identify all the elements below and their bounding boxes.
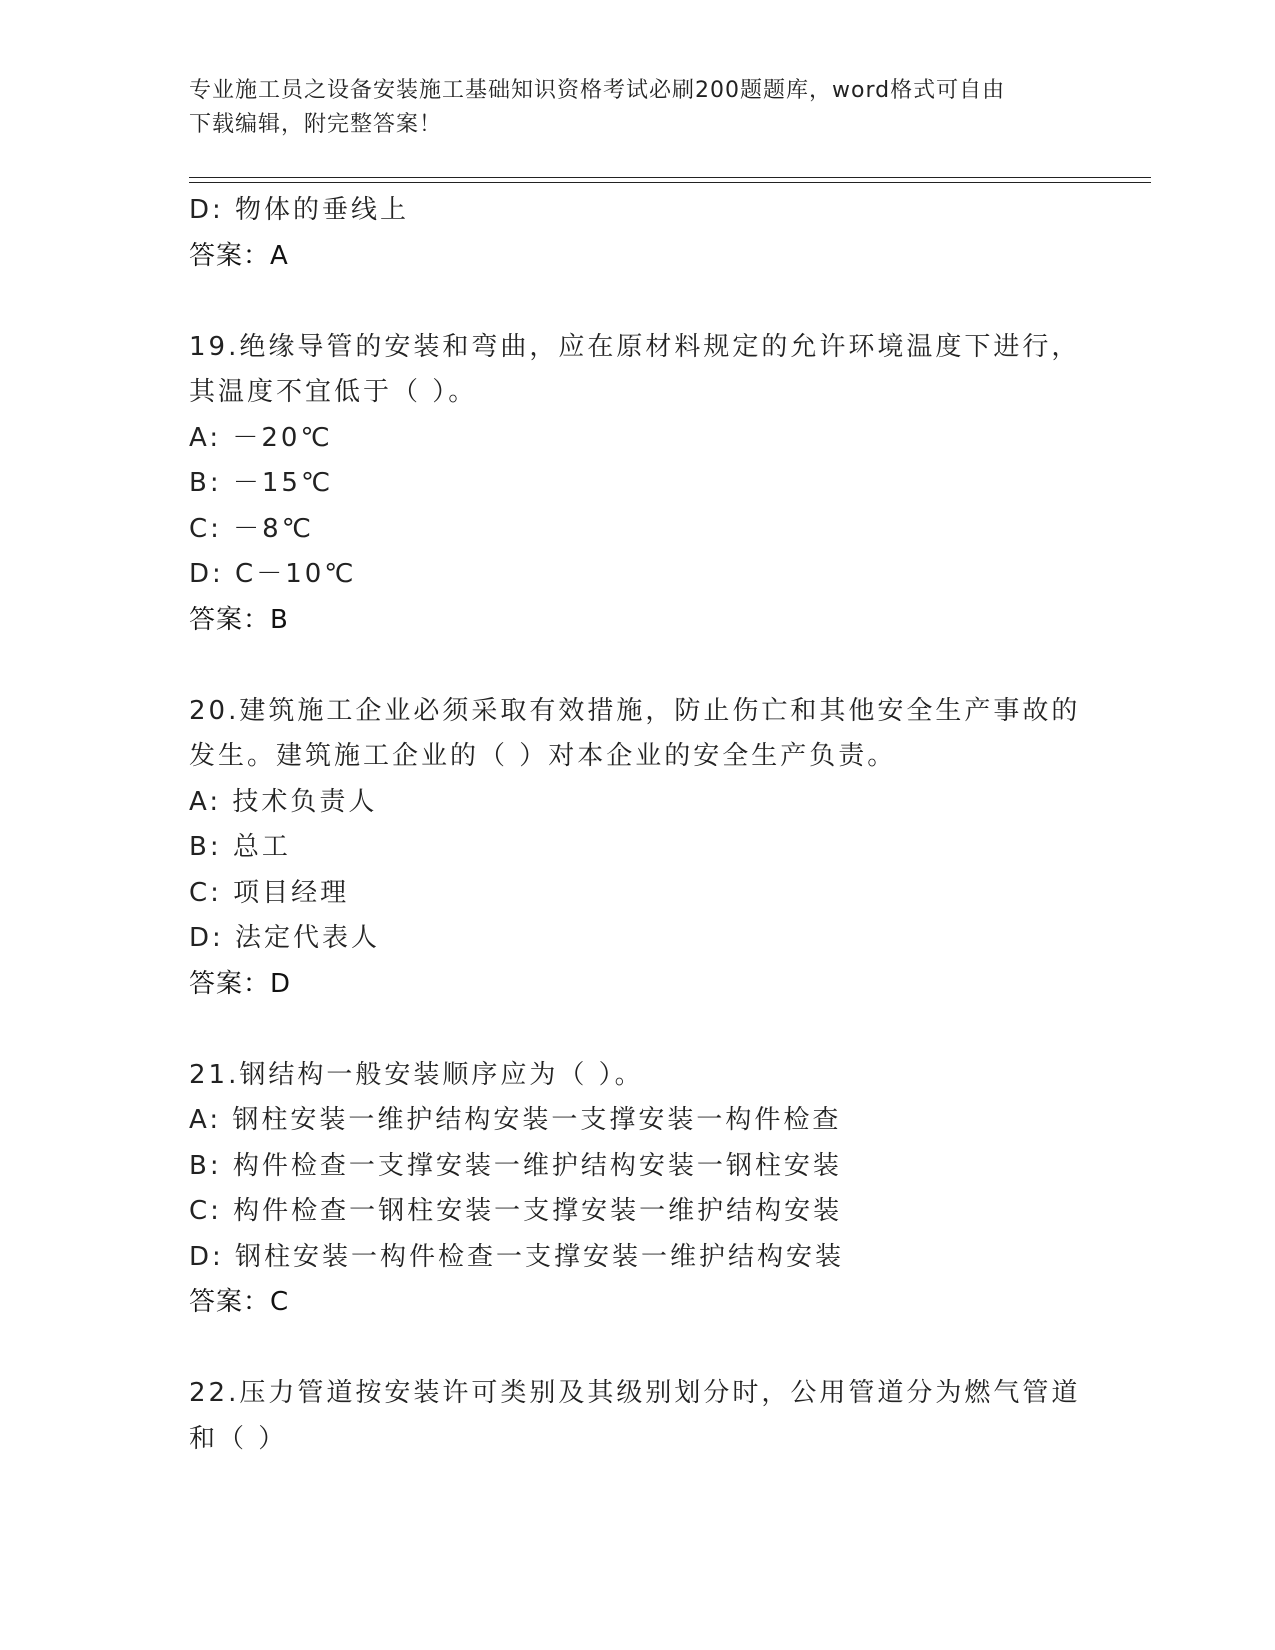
question-list (189, 188, 1089, 1462)
question-21-option-b: B: 构件检查一支撑安装一维护结构安装一钢柱安装 (189, 1150, 842, 1181)
question-20-option-d: D: 法定代表人 (189, 923, 381, 953)
spacer (189, 1326, 1089, 1372)
question-22-stem-line-1: 22.压力管道按安装许可类别及其级别划分时，公用管道分为燃气管道 (189, 1378, 1081, 1408)
question-19-stem-line-2: 其温度不宜低于（ ）。 (189, 377, 478, 407)
prev-answer: 答案：A (189, 240, 289, 271)
question-21-option-a: A: 钢柱安装一维护结构安装一支撑安装一构件检查 (189, 1105, 842, 1135)
question-20-option-b: B: 总工 (189, 832, 291, 862)
question-22-stem-line-2: 和（ ） (189, 1423, 288, 1454)
document-header (189, 74, 1089, 142)
question-21-option-d: D: 钢柱安装一构件检查一支撑安装一维护结构安装 (189, 1241, 845, 1272)
question-19-option-c: C: －8℃ (189, 513, 314, 544)
header-line-1: 专业施工员之设备安装施工基础知识资格考试必刷200题题库，word格式可自由 (189, 78, 1006, 103)
question-19-option-a: A: －20℃ (189, 422, 333, 453)
prev-option-d: D: 物体的垂线上 (189, 195, 410, 225)
question-20-answer: 答案：D (189, 968, 292, 999)
question-21-option-c: C: 构件检查一钢柱安装一支撑安装一维护结构安装 (189, 1196, 843, 1226)
question-19-option-d: D: C－10℃ (189, 559, 357, 589)
question-20-option-a: A: 技术负责人 (189, 786, 378, 817)
header-line-2: 下载编辑，附完整答案！ (189, 112, 443, 137)
question-21-stem-line-1: 21.钢结构一般安装顺序应为（ ）。 (189, 1059, 644, 1090)
spacer (189, 279, 1089, 325)
question-21-answer: 答案：C (189, 1287, 290, 1317)
spacer (189, 1007, 1089, 1053)
header-rule-top (189, 177, 1151, 178)
header-rule-bottom (189, 182, 1151, 183)
question-19-answer: 答案：B (189, 604, 289, 635)
spacer (189, 643, 1089, 689)
question-19-stem-line-1: 19.绝缘导管的安装和弯曲，应在原材料规定的允许环境温度下进行， (189, 331, 1081, 362)
question-20-stem-line-1: 20.建筑施工企业必须采取有效措施，防止伤亡和其他安全生产事故的 (189, 695, 1081, 726)
question-20-option-c: C: 项目经理 (189, 877, 350, 908)
question-19-option-b: B: －15℃ (189, 468, 334, 498)
question-20-stem-line-2: 发生。建筑施工企业的（ ）对本企业的安全生产负责。 (189, 741, 897, 771)
